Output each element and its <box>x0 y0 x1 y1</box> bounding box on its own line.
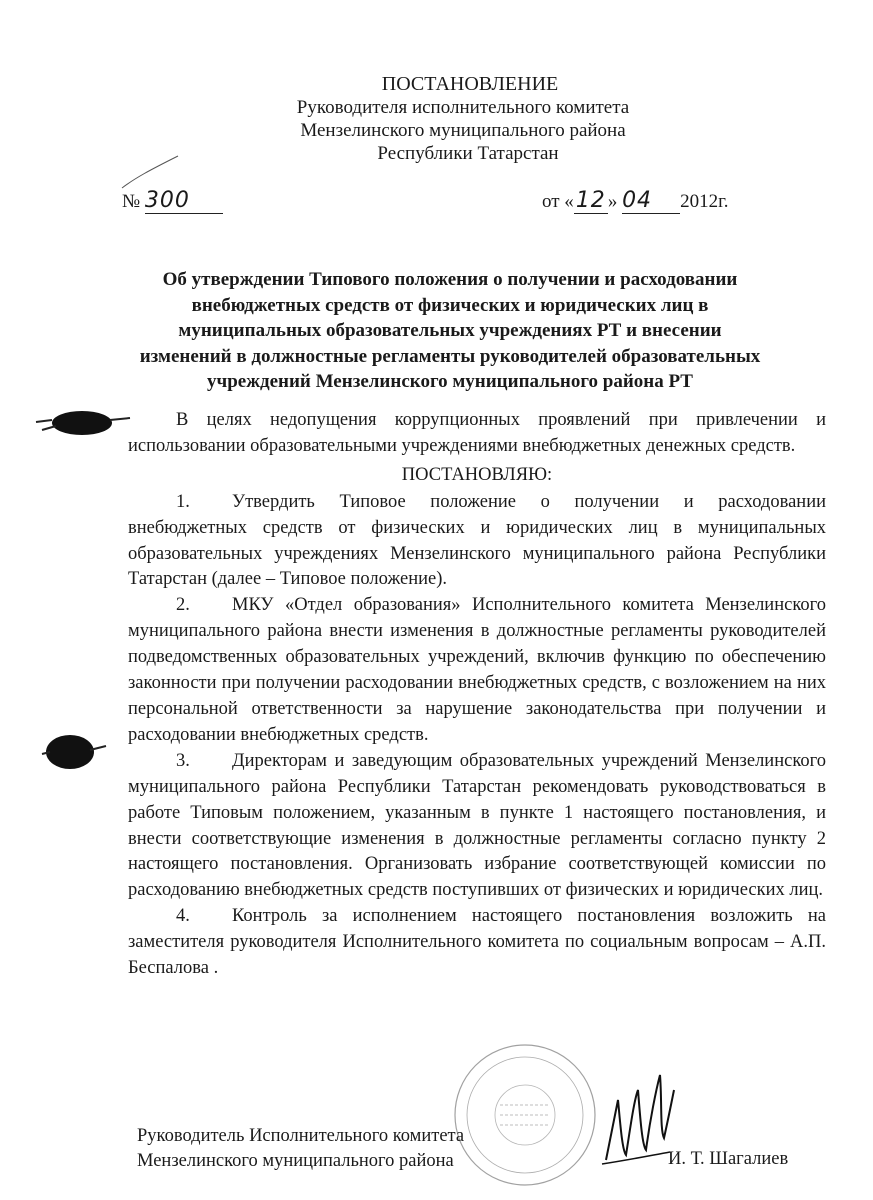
issuer-line-2: Мензелинского муниципального района <box>300 120 626 141</box>
number-value: 300 <box>144 188 190 213</box>
document-date <box>542 188 728 214</box>
document-number <box>122 188 223 214</box>
issuer-line-3: Республики Татарстан <box>377 143 559 164</box>
item-text: Контроль за исполнением настоящего постановления возложить на заместителя руководителя Исполнительного комитета по социальным вопросам – А.П. Беспалова . <box>128 906 826 979</box>
date-mid: » <box>607 191 618 212</box>
list-item <box>128 593 826 748</box>
date-day: 12 <box>575 188 606 213</box>
list-item <box>128 904 826 982</box>
date-prefix: от « <box>542 191 574 212</box>
document-title: ПОСТАНОВЛЕНИЕ <box>381 73 559 95</box>
ink-blot <box>32 404 132 442</box>
number-label: № <box>122 191 141 212</box>
subject-line: внебюджетных средств от физических и юридических лиц в <box>191 294 709 316</box>
list-item <box>128 490 826 594</box>
date-month: 04 <box>622 188 653 213</box>
item-number: 4. <box>176 906 190 927</box>
subject-line: Об утверждении Типового положения о получении и расходовании <box>162 269 738 290</box>
item-number: 2. <box>176 595 190 616</box>
item-number: 3. <box>176 750 190 771</box>
issuer-line-1: Руководителя исполнительного комитета <box>296 97 630 118</box>
item-text: Утвердить Типовое положение о получении и расходовании внебюджетных средств от физических и юридических лиц в муниципальных образовательных учреждениях Мензелинского муниципального района Республики Татарстан (далее – Типовое положение). <box>128 491 826 590</box>
subject-line: изменений в должностные регламенты руководителей образовательных <box>139 345 761 367</box>
handwritten-signature-icon <box>598 1060 678 1170</box>
list-item <box>128 749 826 904</box>
date-year: 2012г. <box>680 191 729 212</box>
document-subject <box>100 267 800 395</box>
official-seal-icon <box>440 1040 610 1190</box>
signatory-name: И. Т. Шагалиев <box>668 1149 789 1169</box>
subject-line: учреждений Мензелинского муниципального района РТ <box>207 371 693 393</box>
document-body <box>128 408 826 982</box>
decree-word: ПОСТАНОВЛЯЮ: <box>401 464 553 485</box>
item-text: МКУ «Отдел образования» Исполнительного комитета Мензелинского муниципального района внести изменения в должностные регламенты руководителей подведомственных образовательных учреждений, включив функцию по обеспечению законности при получении расходовании внебюджетных средств, с возложением на них персональной ответственности за нарушение законодательства при получении и расходовании внебюджетных средств. <box>128 595 826 745</box>
item-text: Директорам и заведующим образовательных учреждений Мензелинского муниципального района Республики Татарстан рекомендовать руководствоваться в работе Типовым положением, указанным в пункте 1 настоящего постановления, и внести соответствующие изменения в должностные регламенты согласно пункту 2 настоящего постановления. Организовать избрание соответствующей комиссии по расходованию внебюджетных средств поступивших от физических и юридических лиц. <box>128 750 826 901</box>
ink-blot <box>40 730 108 774</box>
item-number: 1. <box>176 491 190 512</box>
subject-line: муниципальных образовательных учреждениях РТ и внесении <box>178 320 722 342</box>
signatory-title-line-2: Мензелинского муниципального района <box>137 1151 454 1171</box>
signatory-block <box>137 1124 464 1174</box>
signatory-title-line-1: Руководитель Исполнительного комитета <box>137 1126 465 1146</box>
preamble: В целях недопущения коррупционных проявлений при привлечении и использовании образовательными учреждениями внебюджетных денежных средств. <box>128 410 826 456</box>
